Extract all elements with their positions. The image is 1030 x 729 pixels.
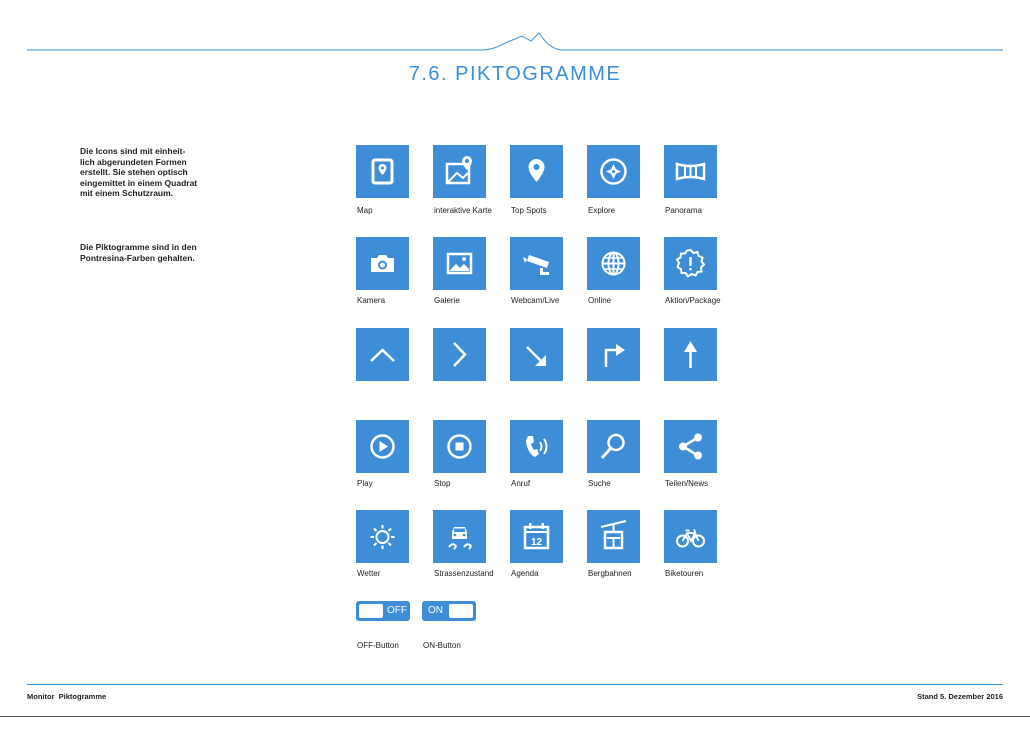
webcam-label: Webcam/Live — [511, 296, 560, 305]
bike-label: Biketouren — [665, 569, 704, 578]
cable-car-icon — [587, 510, 640, 563]
intro-paragraph-2 — [80, 242, 230, 263]
stop-label: Stop — [434, 479, 451, 488]
intro-line: Pontresina-Farben gehalten. — [80, 252, 195, 263]
chevron-right-icon — [433, 328, 486, 381]
play-icon — [356, 420, 409, 473]
agenda-label: Agenda — [511, 569, 539, 578]
panorama-icon — [664, 145, 717, 198]
panorama-label: Panorama — [665, 206, 702, 215]
search-icon — [587, 420, 640, 473]
off-toggle-text: OFF — [387, 605, 407, 616]
globe-icon — [587, 237, 640, 290]
explore-label: Explore — [588, 206, 616, 215]
footer-right-text: Stand 5. Dezember 2016 — [917, 692, 1003, 701]
compass-icon — [587, 145, 640, 198]
map-label: Map — [357, 206, 373, 215]
intro-paragraph-1 — [80, 146, 230, 199]
camera-label: Kamera — [357, 296, 386, 305]
page-title: 7.6. PIKTOGRAMME — [408, 63, 622, 85]
interactive-map-label: interaktive Karte — [434, 206, 492, 215]
arrow-down-right-icon — [510, 328, 563, 381]
image-icon — [433, 237, 486, 290]
off-toggle[interactable] — [356, 601, 410, 621]
phone-icon — [510, 420, 563, 473]
intro-line: erstellt. Sie stehen optisch — [80, 167, 188, 177]
webcam-icon — [510, 237, 563, 290]
road-label: Strassenzustand — [434, 569, 494, 578]
toggle-knob — [449, 604, 473, 618]
interactive-map-icon — [433, 145, 486, 198]
gallery-label: Galerie — [434, 296, 460, 305]
sun-icon — [356, 510, 409, 563]
share-icon — [664, 420, 717, 473]
bicycle-icon — [664, 510, 717, 563]
header-mountain-line — [0, 0, 1030, 60]
intro-line: Die Icons sind mit einheit- — [80, 146, 186, 156]
stop-icon — [433, 420, 486, 473]
intro-line: lich abgerundeten Formen — [80, 156, 187, 167]
intro-line: Die Piktogramme sind in den — [80, 242, 197, 252]
on-toggle-label: ON-Button — [423, 641, 461, 650]
calendar-icon — [510, 510, 563, 563]
play-label: Play — [357, 479, 373, 488]
map-icon — [356, 145, 409, 198]
weather-label: Wetter — [357, 569, 381, 578]
arrow-up-icon — [664, 328, 717, 381]
toggle-knob — [359, 604, 383, 618]
off-toggle-label: OFF-Button — [357, 641, 399, 650]
on-toggle[interactable] — [422, 601, 476, 621]
intro-line: mit einem Schutzraum. — [80, 188, 174, 198]
intro-line: eingemittet in einem Quadrat — [80, 177, 198, 188]
badge-exclamation-icon — [664, 237, 717, 290]
call-label: Anruf — [511, 479, 531, 488]
top-spots-label: Top Spots — [511, 206, 547, 215]
location-pin-icon — [510, 145, 563, 198]
arrow-turn-right-icon — [587, 328, 640, 381]
online-label: Online — [588, 296, 612, 305]
chevron-up-icon — [356, 328, 409, 381]
search-label: Suche — [588, 479, 611, 488]
cablecar-label: Bergbahnen — [588, 569, 632, 578]
page-bottom-border — [0, 716, 1030, 717]
footer-left-text: Monitor Piktogramme — [27, 692, 107, 701]
camera-icon — [356, 237, 409, 290]
car-road-icon — [433, 510, 486, 563]
on-toggle-text: ON — [428, 605, 443, 616]
share-label: Teilen/News — [665, 479, 709, 488]
footer-divider — [27, 684, 1003, 685]
action-label: Aktion/Package — [665, 296, 721, 305]
calendar-day: 12 — [530, 537, 543, 548]
